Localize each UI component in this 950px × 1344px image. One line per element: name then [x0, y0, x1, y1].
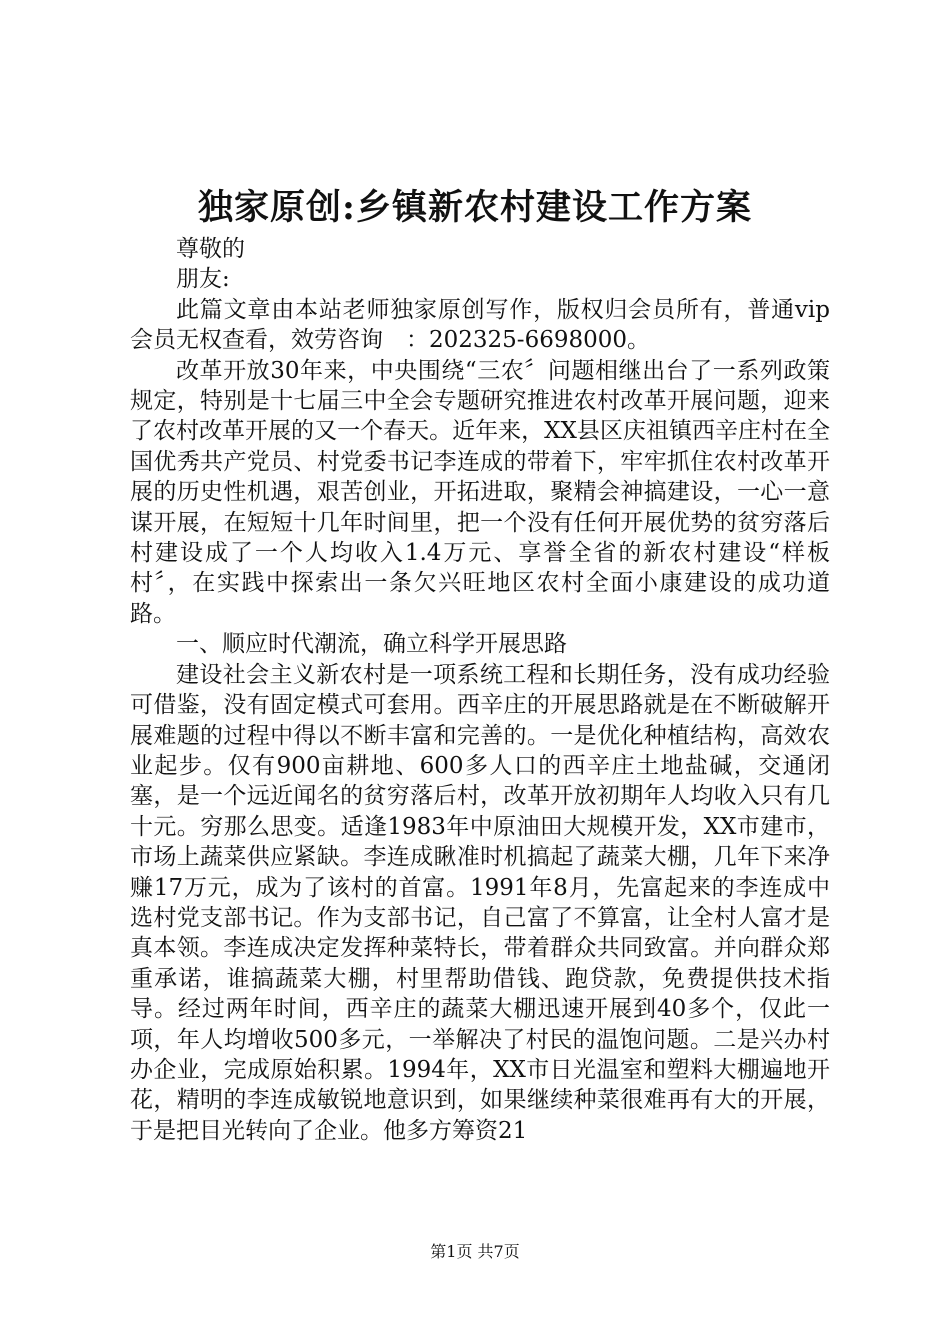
body-paragraph: 建设社会主义新农村是一项系统工程和长期任务，没有成功经验可借鉴，没有固定模式可套用。西辛庄的开展思路就是在不断破解开展难题的过程中得以不断丰富和完善的。一是优化种植结构，高效农业起步。仅有900亩耕地、600多人口的西辛庄土地盐碱，交通闭塞，是一个远近闻名的贫穷落后村，改革开放初期年人均收入只有几十元。穷那么思变。适逢1983年中原油田大规模开发，XX市建市，市场上蔬菜供应紧缺。李连成瞅准时机搞起了蔬菜大棚，几年下来净赚17万元，成为了该村的首富。1991年8月，先富起来的李连成中选村党支部书记。作为支部书记，自己富了不算富，让全村人富才是真本领。李连成决定发挥种菜特长，带着群众共同致富。并向群众郑重承诺，谁搞蔬菜大棚，村里帮助借钱、跑贷款，免费提供技术指导。经过两年时间，西辛庄的蔬菜大棚迅速开展到40多个，仅此一项，年人均增收500多元，一举解决了村民的温饱问题。二是兴办村办企业，完成原始积累。1994年，XX市日光温室和塑料大棚遍地开花，精明的李连成敏锐地意识到，如果继续种菜很难再有大的开展，于是把目光转向了企业。他多方筹资21 — [130, 661, 830, 1144]
salutation-line-2: 朋友: — [176, 266, 230, 293]
document-title: 独家原创:乡镇新农村建设工作方案 — [198, 187, 752, 228]
intro-paragraph: 改革开放30年来，中央围绕“三农〞问题相继出台了一系列政策规定，特别是十七届三中全会专题研究推进农村改革开展问题，迎来了农村改革开展的又一个春天。近年来，XX县区庆祖镇西辛庄村在全国优秀共产党员、村党委书记李连成的带着下，牢牢抓住农村改革开展的历史性机遇，艰苦创业，开拓进取，聚精会神搞建设，一心一意谋开展，在短短十几年时间里，把一个没有任何开展优势的贫穷落后村建设成了一个人均收入1.4万元、享誉全省的新农村建设“样板村〞，在实践中探索出一条欠兴旺地区农村全面小康建设的成功道路。 — [130, 357, 830, 627]
salutation-line-1: 尊敬的 — [176, 236, 245, 262]
document-body — [130, 234, 830, 1146]
copyright-notice-paragraph: 此篇文章由本站老师独家原创写作，版权归会员所有，普通vip会员无权查看，效劳咨询 ：202325-6698000。 — [130, 296, 830, 354]
section-heading: 一、顺应时代潮流，确立科学开展思路 — [176, 631, 567, 658]
page-number-footer: 第1页 共7页 — [430, 1242, 520, 1261]
